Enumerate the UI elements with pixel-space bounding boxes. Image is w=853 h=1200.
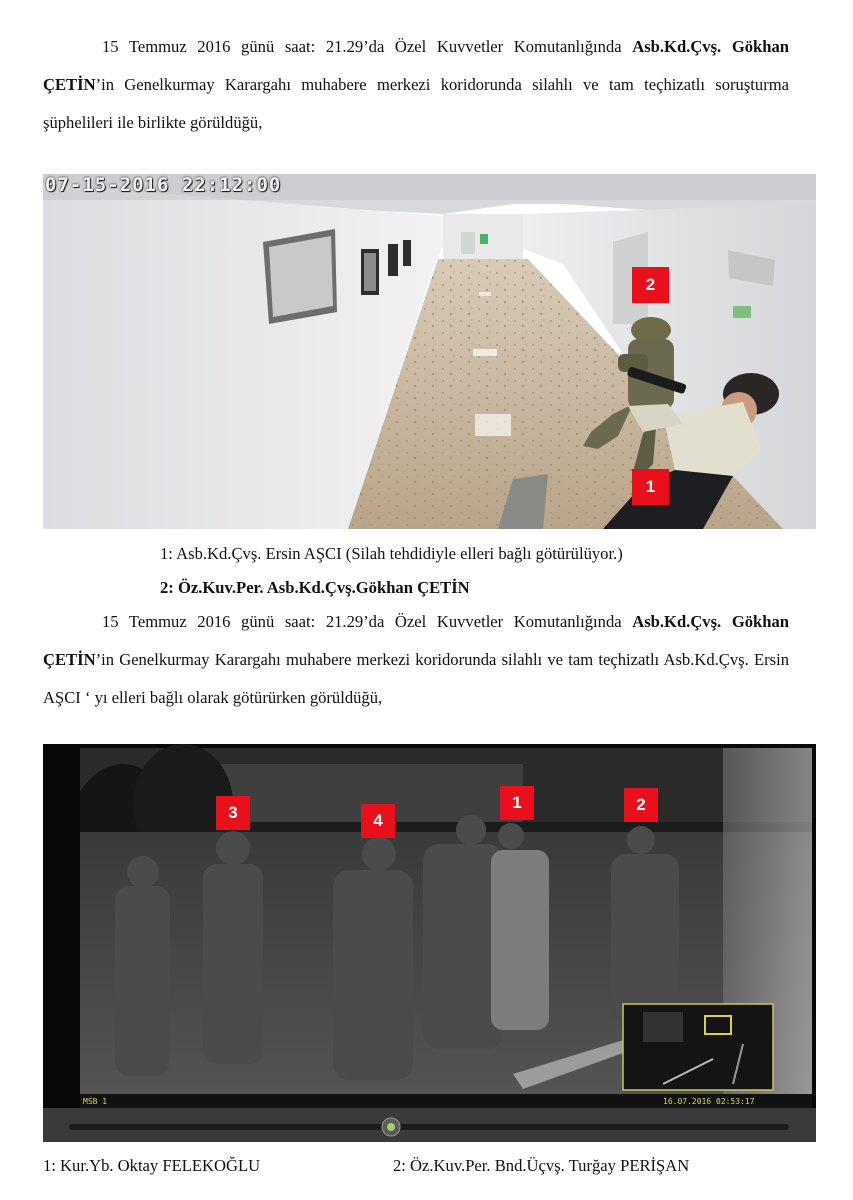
- photo-2-caption-person-1: 1: Kur.Yb. Oktay FELEKOĞLU: [43, 1156, 261, 1175]
- marker-label-3: 3: [216, 796, 250, 830]
- paragraph-1-text-b: ’in Genelkurmay Karargahı muhabere merkezi koridorunda silahlı ve tam teçhizatlı soruşturma şüphelileri ile birlikte görüldüğü,: [43, 75, 789, 132]
- video-timestamp: 07-15-2016 22:12:00: [45, 174, 282, 196]
- marker-label-4: 4: [361, 804, 395, 838]
- camera-label: MSB 1: [83, 1097, 108, 1106]
- paragraph-2-bold-name: Gökhan ÇETİN: [43, 612, 789, 669]
- paragraph-1: [43, 28, 789, 142]
- corridor-cctv-photo: [43, 174, 816, 529]
- marker-label-2: 2: [624, 788, 658, 822]
- marker-label-1: 1: [500, 786, 534, 820]
- paragraph-2-text-b: ’in Genelkurmay Karargahı muhabere merkezi koridorunda silahlı ve tam teçhizatlı Asb.Kd.Çvş. Ersin AŞCI ‘ yı elleri bağlı olarak götürürken görüldüğü,: [43, 650, 789, 707]
- photo-1-caption-person-1: 1: Asb.Kd.Çvş. Ersin AŞCI (Silah tehdidiyle elleri bağlı götürülüyor.): [160, 544, 623, 563]
- paragraph-2: [43, 603, 789, 717]
- marker-label-2: 2: [632, 267, 669, 303]
- paragraph-1-bold-name: Gökhan ÇETİN: [43, 37, 789, 94]
- paragraph-1-bold-rank: Asb.Kd.Çvş.: [632, 37, 722, 56]
- camera-datetime: 16.07.2016 02:53:17: [663, 1097, 755, 1106]
- photo-2-caption-person-2: 2: Öz.Kuv.Per. Bnd.Üçvş. Turğay PERİŞAN: [393, 1156, 690, 1175]
- corridor-scene: [43, 174, 816, 529]
- photo-1-caption-person-2: 2: Öz.Kuv.Per. Asb.Kd.Çvş.Gökhan ÇETİN: [160, 578, 470, 597]
- marker-label-1: 1: [632, 469, 669, 505]
- paragraph-2-text-a: 15 Temmuz 2016 günü saat: 21.29’da Özel Kuvvetler Komutanlığında: [102, 612, 633, 631]
- paragraph-2-bold-rank: Asb.Kd.Çvş.: [632, 612, 722, 631]
- night-scene: [43, 744, 816, 1142]
- night-cctv-photo: [43, 744, 816, 1142]
- paragraph-1-text-a: 15 Temmuz 2016 günü saat: 21.29’da Özel Kuvvetler Komutanlığında: [102, 37, 633, 56]
